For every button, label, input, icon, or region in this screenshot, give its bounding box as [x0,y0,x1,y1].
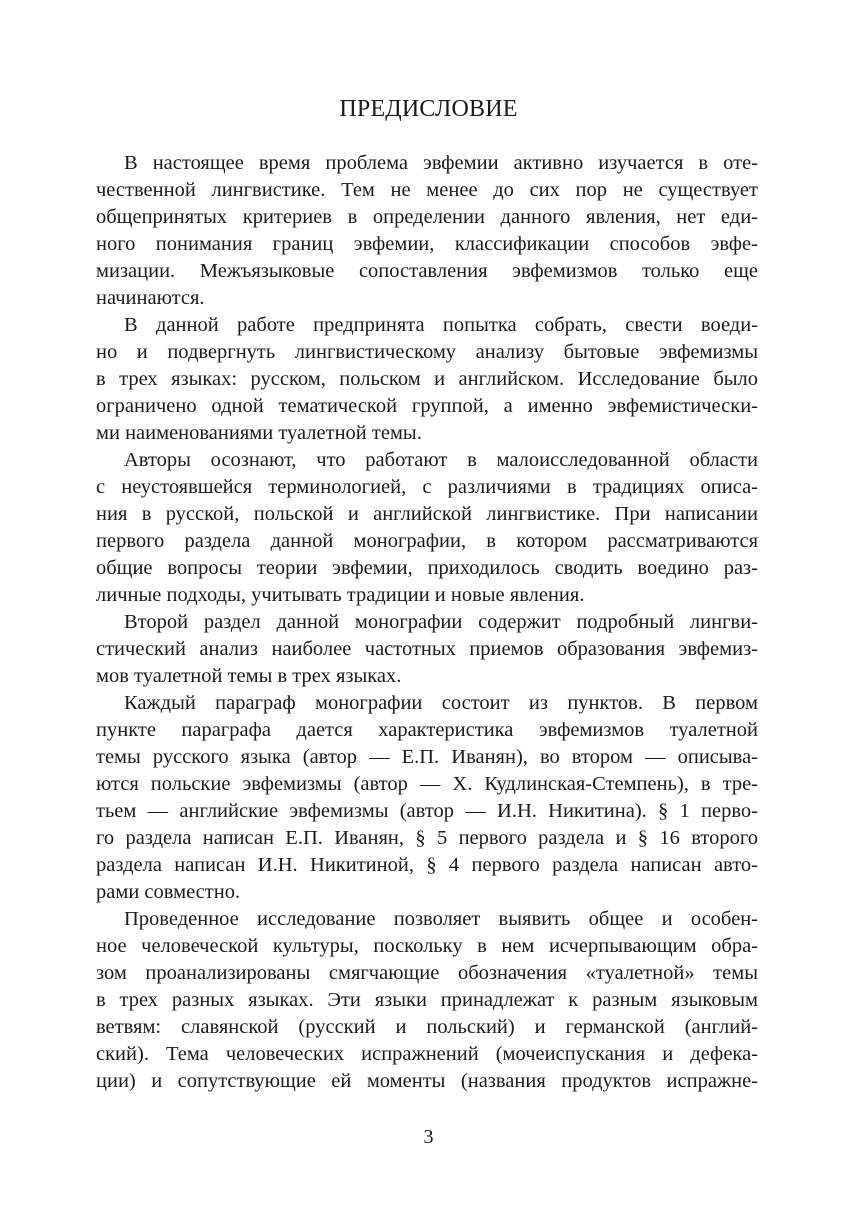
text-line: в трех языках: русском, польском и английском. Исследование было [96,368,758,390]
page-title: ПРЕДИСЛОВИЕ [339,96,518,122]
text-line: ного понимания границ эвфемии, классификации способов эвфе- [96,233,758,255]
text-line: первого раздела данной монографии, в котором рассматриваются [96,530,758,552]
page-number: 3 [423,1126,434,1148]
text-line: общие вопросы теории эвфемии, приходилось сводить воедино раз- [96,557,758,579]
text-line: темы русского языка (автор — Е.П. Иванян), во втором — описыва- [96,746,758,768]
text-line: ное человеческой культуры, поскольку в нем исчерпывающим обра- [96,935,758,957]
text-line: ния в русской, польской и английской лингвистике. При написании [96,503,758,525]
text-line: в трех разных языках. Эти языки принадлежат к разным языковым [96,989,758,1011]
text-line: начинаются. [96,287,205,309]
text-line: стический анализ наиболее частотных приемов образования эвфемиз- [96,638,758,660]
text-line: тьем — английские эвфемизмы (автор — И.Н. Никитина). § 1 перво- [96,800,758,822]
text-line: пункте параграфа дается характеристика эвфемизмов туалетной [96,719,758,741]
text-line: В данной работе предпринята попытка собрать, свести воеди- [124,314,758,336]
text-line: чественной лингвистике. Тем не менее до сих пор не существует [96,179,758,201]
text-line: Авторы осознают, что работают в малоисследованной области [124,449,758,471]
text-line: мизации. Межъязыковые сопоставления эвфемизмов только еще [96,260,758,282]
text-line: ции) и сопутствующие ей моменты (названия продуктов испражне- [96,1070,758,1092]
text-line: ограничено одной тематической группой, а именно эвфемистически- [96,395,758,417]
text-line: го раздела написан Е.П. Иванян, § 5 первого раздела и § 16 второго [96,827,758,849]
text-line: В настоящее время проблема эвфемии активно изучается в оте- [124,152,758,174]
text-line: личные подходы, учитывать традиции и новые явления. [96,584,585,606]
text-line: ский). Тема человеческих испражнений (мочеиспускания и дефека- [96,1043,758,1065]
text-line: Второй раздел данной монографии содержит подробный лингви- [124,611,758,633]
text-line: Каждый параграф монографии состоит из пунктов. В первом [124,692,758,714]
text-line: ются польские эвфемизмы (автор — Х. Кудлинская-Стемпень), в тре- [96,773,758,795]
text-line: рами совместно. [96,881,241,903]
text-line: ми наименованиями туалетной темы. [96,422,422,444]
text-line: мов туалетной темы в трех языках. [96,665,402,687]
text-line: Проведенное исследование позволяет выявить общее и особен- [124,908,758,930]
text-line: но и подвергнуть лингвистическому анализу бытовые эвфемизмы [96,341,758,363]
body-text [96,150,758,1095]
text-line: ветвям: славянской (русский и польский) и германской (англий- [96,1016,758,1038]
text-line: раздела написан И.Н. Никитиной, § 4 первого раздела написан авто- [96,854,758,876]
text-line: общепринятых критериев в определении данного явления, нет еди- [96,206,758,228]
text-line: с неустоявшейся терминологией, с различиями в традициях описа- [96,476,758,498]
text-line: зом проанализированы смягчающие обозначения «туалетной» темы [96,962,758,984]
